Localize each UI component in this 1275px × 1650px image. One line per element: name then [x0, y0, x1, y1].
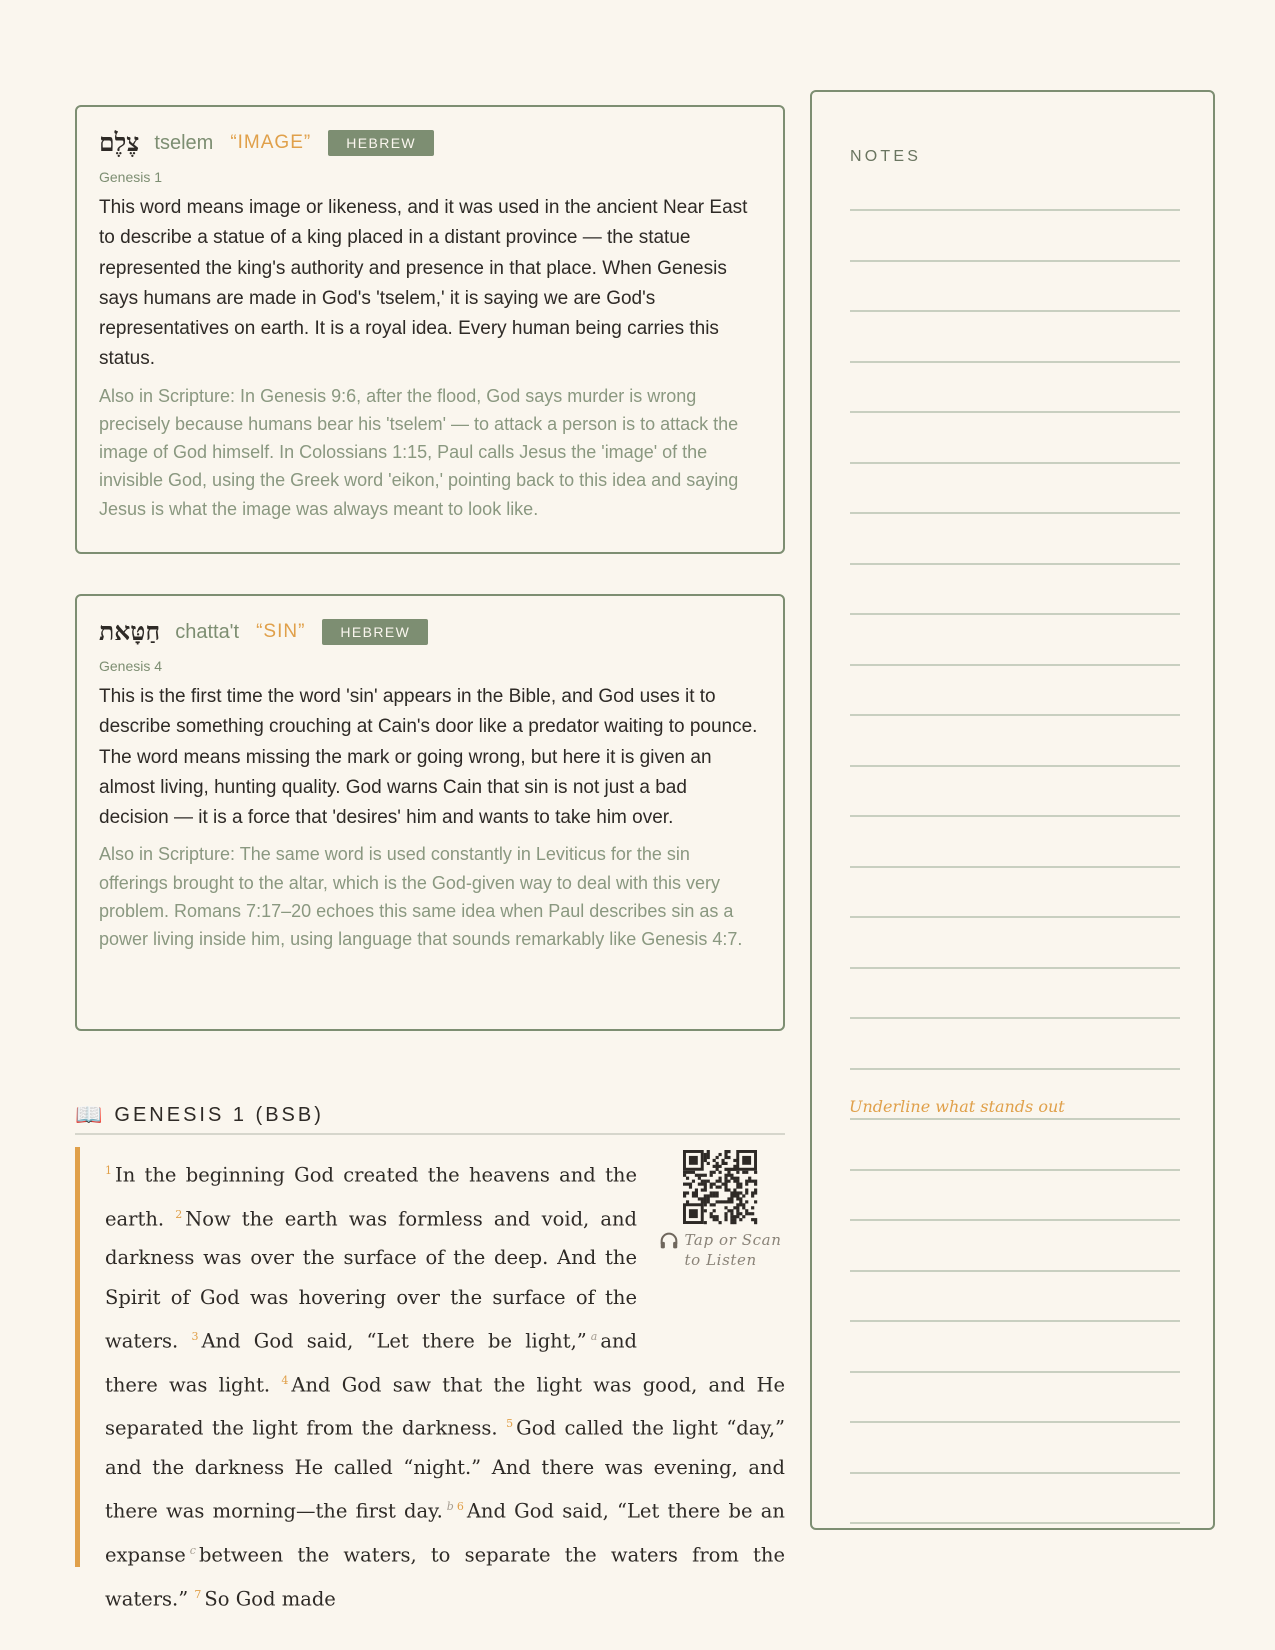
notes-panel [810, 90, 1215, 1530]
note-line [850, 714, 1180, 716]
note-line [850, 1270, 1180, 1272]
qr-code[interactable] [683, 1150, 757, 1224]
note-line [850, 310, 1180, 312]
hebrew-word: חַטָּאת [99, 617, 161, 646]
note-line [850, 866, 1180, 868]
note-line [850, 815, 1180, 817]
verse-number: 7 [194, 1587, 202, 1601]
scripture-reference: Genesis 1 [99, 169, 163, 185]
word-card-header [99, 127, 761, 159]
word-card-header [99, 616, 761, 648]
notes-title: NOTES [850, 148, 922, 165]
verse-number: 2 [175, 1207, 183, 1221]
listen-row[interactable] [655, 1230, 785, 1270]
passage-header [75, 1097, 785, 1135]
note-line [850, 765, 1180, 767]
note-line [850, 260, 1180, 262]
language-badge: HEBREW [322, 619, 428, 645]
verse-text: And God said, “Let there be light,” [201, 1329, 587, 1353]
note-line [850, 916, 1180, 918]
footnote-marker[interactable]: a [590, 1329, 598, 1343]
gloss: “SIN” [256, 621, 306, 642]
verse-number: 4 [281, 1373, 289, 1387]
transliteration: tselem [154, 131, 214, 154]
note-line [850, 361, 1180, 363]
passage-text-block [75, 1147, 786, 1611]
verse-text: and there was light. [105, 1329, 637, 1397]
notes-prompt: Underline what stands out [849, 1097, 1065, 1116]
note-line [850, 1068, 1180, 1070]
note-line [850, 967, 1180, 969]
note-line [850, 1118, 1180, 1120]
note-line [850, 1522, 1180, 1524]
word-definition: This word means image or likeness, and it was used in the ancient Near East to describe a statue of a king placed in a distant province — the statue represented the king's authority and presence in that place. When Genesis says humans are made in God's 'tselem,' it is saying we are God's representatives on earth. It is a royal idea. Every human being carries this status. [99, 197, 748, 370]
note-line [850, 209, 1180, 211]
verse-number: 5 [506, 1417, 514, 1431]
note-line [850, 1472, 1180, 1474]
note-line [850, 1219, 1180, 1221]
word-card-chattat [75, 594, 785, 1031]
listen-label-line-1: Tap or Scan [684, 1231, 782, 1249]
note-line [850, 1371, 1180, 1373]
word-card-tselem [75, 105, 785, 554]
verse-text: In the beginning God created the heavens and the earth. [105, 1163, 637, 1231]
note-line [850, 462, 1180, 464]
transliteration: chatta't [175, 620, 240, 643]
listen-label[interactable] [684, 1230, 781, 1270]
listen-qr-block[interactable] [655, 1147, 785, 1317]
hebrew-word: צֶלֶם [99, 128, 140, 157]
headphones-icon [658, 1230, 680, 1252]
verse-text: And God said, “Let there be an expanse [105, 1499, 785, 1567]
word-definition: This is the first time the word 'sin' appears in the Bible, and God uses it to describe something crouching at Cain's door like a predator waiting to pounce. The word means missing the mark or going wrong, but here it is given an almost living, hunting quality. God warns Cain that sin is not just a bad decision — it is a force that 'desires' him and wants to take him over. [99, 686, 758, 829]
verse-text: God called the light “day,” and the darkness He called “night.” And there was evening, and there was morning—the first day. [105, 1416, 786, 1523]
gloss: “IMAGE” [230, 132, 312, 153]
verse-number: 3 [191, 1329, 199, 1343]
note-line [850, 411, 1180, 413]
passage-title: GENESIS 1 (BSB) [114, 1103, 324, 1126]
note-line [850, 1320, 1180, 1322]
language-badge: HEBREW [328, 130, 434, 156]
note-line [850, 664, 1180, 666]
also-in-scripture: Also in Scripture: The same word is used constantly in Leviticus for the sin offerings brought to the altar, which is the God-given way to deal with this very problem. Romans 7:17–20 echoes this same idea when Paul describes sin as a power living inside him, using language that sounds remarkably like Genesis 4:7. [99, 844, 743, 950]
listen-label-line-2: to Listen [684, 1251, 757, 1269]
footnote-marker[interactable]: b [446, 1500, 454, 1514]
footnote-marker[interactable]: c [189, 1543, 196, 1557]
note-line [850, 512, 1180, 514]
verse-number: 6 [456, 1500, 464, 1514]
open-book-icon: 📖 [75, 1102, 103, 1127]
note-line [850, 563, 1180, 565]
note-line [850, 1421, 1180, 1423]
also-in-scripture: Also in Scripture: In Genesis 9:6, after the flood, God says murder is wrong precisely because humans bear his 'tselem' — to attack a person is to attack the image of God himself. In Colossians 1:15, Paul calls Jesus the 'image' of the invisible God, using the Greek word 'eikon,' pointing back to this idea and saying Jesus is what the image was always meant to look like. [99, 385, 739, 519]
verse-text: So God made [204, 1587, 336, 1611]
verse-text: And God saw that the light was good, and He separated the light from the darkness. [105, 1373, 786, 1440]
verse-text: Now the earth was formless and void, and darkness was over the surface of the deep. And the Spirit of God was hovering over the surface of the waters. [105, 1207, 638, 1353]
scripture-reference: Genesis 4 [99, 658, 163, 674]
note-line [850, 1169, 1180, 1171]
note-line [850, 1017, 1180, 1019]
verse-number: 1 [105, 1164, 112, 1177]
note-line [850, 613, 1180, 615]
verse-text: between the waters, to separate the waters from the waters.” [105, 1543, 785, 1611]
